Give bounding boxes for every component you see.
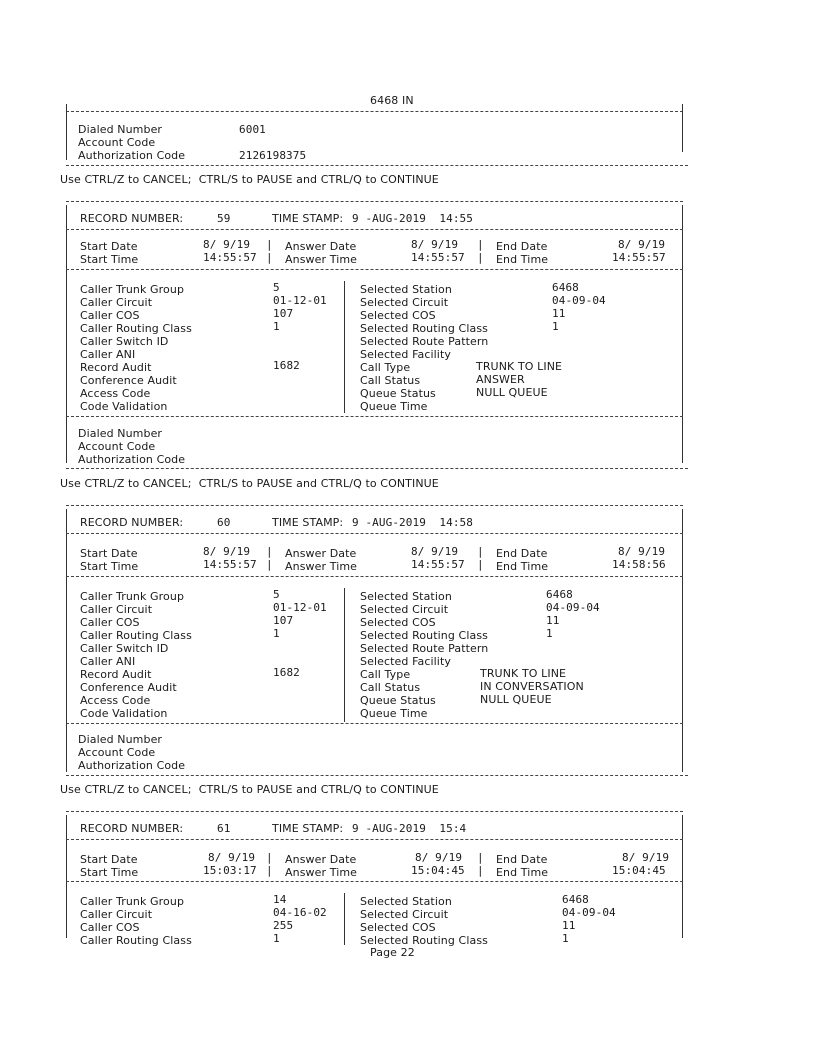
selected-route-pattern-label: Selected Route Pattern [360, 642, 489, 655]
authorization-code-label: Authorization Code [78, 759, 186, 772]
call-type-label: Call Type [360, 361, 411, 374]
start-date-value: 8/ 9/19 [203, 238, 251, 251]
selected-routing-class-label: Selected Routing Class [360, 322, 488, 335]
selected-station-value: 6468 [546, 588, 573, 601]
selected-facility-label: Selected Facility [360, 655, 451, 668]
left-border [66, 205, 67, 463]
right-border [682, 509, 683, 772]
selected-station-value: 6468 [552, 281, 579, 294]
caller-cos-value: 107 [273, 614, 294, 627]
end-date-value: 8/ 9/19 [618, 545, 666, 558]
dialed-number-value: 6001 [239, 123, 266, 136]
record-audit-label: Record Audit [80, 361, 152, 374]
selected-routing-class-value: 1 [552, 320, 559, 333]
selected-cos-value: 11 [552, 307, 566, 320]
authorization-code-value: 2126198375 [239, 149, 307, 162]
selected-station-label: Selected Station [360, 895, 452, 908]
divider [66, 881, 683, 882]
selected-circuit-label: Selected Circuit [360, 603, 449, 616]
control-prompt: Use CTRL/Z to CANCEL; CTRL/S to PAUSE and CTRL/Q to CONTINUE [60, 477, 439, 490]
column-divider [344, 893, 345, 945]
caller-circuit-value: 01-12-01 [273, 294, 327, 307]
call-status-label: Call Status [360, 374, 421, 387]
end-time-label: End Time [496, 866, 549, 879]
selected-cos-label: Selected COS [360, 309, 436, 322]
caller-ani-label: Caller ANI [80, 655, 136, 668]
account-code-label: Account Code [78, 136, 156, 149]
selected-routing-class-value: 1 [562, 932, 569, 945]
selected-routing-class-label: Selected Routing Class [360, 629, 488, 642]
caller-trunk-group-value: 14 [273, 893, 287, 906]
time-stamp-label: TIME STAMP: [272, 516, 344, 529]
selected-station-label: Selected Station [360, 283, 452, 296]
answer-date-label: Answer Date [285, 853, 357, 866]
column-separator: | [266, 558, 273, 571]
column-separator: | [477, 545, 484, 558]
record-number-label: RECORD NUMBER: [80, 822, 184, 835]
queue-status-value: NULL QUEUE [480, 693, 552, 706]
call-type-value: TRUNK TO LINE [476, 360, 563, 373]
caller-trunk-group-label: Caller Trunk Group [80, 590, 185, 603]
left-border [66, 509, 67, 772]
call-status-value: IN CONVERSATION [480, 680, 584, 693]
divider [66, 416, 683, 417]
end-time-value: 14:58:56 [612, 558, 666, 571]
answer-time-value: 15:04:45 [411, 864, 465, 877]
right-border [682, 104, 683, 152]
right-border [682, 815, 683, 938]
call-status-label: Call Status [360, 681, 421, 694]
answer-time-label: Answer Time [285, 253, 358, 266]
caller-routing-class-value: 1 [273, 932, 280, 945]
dialed-number-label: Dialed Number [78, 733, 163, 746]
record-number-label: RECORD NUMBER: [80, 212, 184, 225]
time-stamp-value: 9 -AUG-2019 14:55 [352, 212, 474, 225]
caller-cos-value: 255 [273, 919, 294, 932]
divider [66, 201, 683, 202]
answer-date-value: 8/ 9/19 [411, 545, 459, 558]
start-time-value: 15:03:17 [203, 864, 257, 877]
start-date-label: Start Date [80, 853, 138, 866]
end-date-label: End Date [496, 547, 548, 560]
end-time-value: 14:55:57 [612, 251, 666, 264]
start-date-value: 8/ 9/19 [208, 851, 256, 864]
column-separator: | [477, 851, 484, 864]
divider [66, 775, 688, 776]
divider [66, 576, 683, 577]
start-date-label: Start Date [80, 547, 138, 560]
start-time-value: 14:55:57 [203, 558, 257, 571]
caller-trunk-group-value: 5 [273, 281, 280, 294]
authorization-code-label: Authorization Code [78, 453, 186, 466]
answer-date-value: 8/ 9/19 [411, 238, 459, 251]
queue-status-value: NULL QUEUE [476, 386, 548, 399]
caller-routing-class-value: 1 [273, 320, 280, 333]
answer-date-label: Answer Date [285, 547, 357, 560]
caller-trunk-group-label: Caller Trunk Group [80, 283, 185, 296]
divider [66, 811, 683, 812]
selected-circuit-value: 04-09-04 [552, 294, 606, 307]
caller-circuit-label: Caller Circuit [80, 908, 153, 921]
end-time-label: End Time [496, 253, 549, 266]
caller-trunk-group-value: 5 [273, 588, 280, 601]
left-border [66, 104, 67, 160]
end-date-label: End Date [496, 853, 548, 866]
selected-cos-value: 11 [546, 614, 560, 627]
selected-routing-class-label: Selected Routing Class [360, 934, 488, 947]
caller-circuit-value: 04-16-02 [273, 906, 327, 919]
page-header-title: 6468 IN [370, 94, 414, 107]
caller-cos-label: Caller COS [80, 309, 140, 322]
answer-time-value: 14:55:57 [411, 558, 465, 571]
queue-time-label: Queue Time [360, 707, 428, 720]
selected-circuit-label: Selected Circuit [360, 908, 449, 921]
divider [66, 723, 683, 724]
access-code-label: Access Code [80, 694, 151, 707]
selected-circuit-label: Selected Circuit [360, 296, 449, 309]
call-type-value: TRUNK TO LINE [480, 667, 567, 680]
caller-ani-label: Caller ANI [80, 348, 136, 361]
dialed-number-label: Dialed Number [78, 123, 163, 136]
authorization-code-label: Authorization Code [78, 149, 186, 162]
column-separator: | [266, 238, 273, 251]
account-code-label: Account Code [78, 440, 156, 453]
caller-cos-value: 107 [273, 307, 294, 320]
start-date-label: Start Date [80, 240, 138, 253]
record-number-value: 60 [217, 516, 231, 529]
time-stamp-value: 9 -AUG-2019 14:58 [352, 516, 474, 529]
access-code-label: Access Code [80, 387, 151, 400]
selected-cos-label: Selected COS [360, 921, 436, 934]
column-separator: | [477, 251, 484, 264]
caller-cos-label: Caller COS [80, 616, 140, 629]
divider [66, 269, 683, 270]
column-separator: | [477, 558, 484, 571]
end-date-label: End Date [496, 240, 548, 253]
time-stamp-value: 9 -AUG-2019 15:4 [352, 822, 467, 835]
column-separator: | [266, 545, 273, 558]
selected-station-value: 6468 [562, 893, 589, 906]
control-prompt: Use CTRL/Z to CANCEL; CTRL/S to PAUSE and CTRL/Q to CONTINUE [60, 173, 439, 186]
start-time-label: Start Time [80, 560, 139, 573]
column-separator: | [477, 238, 484, 251]
divider [66, 468, 688, 469]
conference-audit-label: Conference Audit [80, 681, 177, 694]
end-date-value: 8/ 9/19 [618, 238, 666, 251]
queue-status-label: Queue Status [360, 387, 436, 400]
caller-routing-class-label: Caller Routing Class [80, 322, 192, 335]
caller-routing-class-label: Caller Routing Class [80, 934, 192, 947]
selected-routing-class-value: 1 [546, 627, 553, 640]
column-separator: | [266, 251, 273, 264]
column-divider [344, 588, 345, 722]
selected-facility-label: Selected Facility [360, 348, 451, 361]
column-separator: | [266, 851, 273, 864]
queue-status-label: Queue Status [360, 694, 436, 707]
selected-station-label: Selected Station [360, 590, 452, 603]
answer-time-label: Answer Time [285, 560, 358, 573]
caller-circuit-value: 01-12-01 [273, 601, 327, 614]
caller-routing-class-value: 1 [273, 627, 280, 640]
code-validation-label: Code Validation [80, 707, 168, 720]
divider [66, 533, 683, 534]
divider [66, 111, 683, 112]
caller-circuit-label: Caller Circuit [80, 296, 153, 309]
record-audit-value: 1682 [273, 359, 300, 372]
answer-time-value: 14:55:57 [411, 251, 465, 264]
answer-date-value: 8/ 9/19 [415, 851, 463, 864]
time-stamp-label: TIME STAMP: [272, 822, 344, 835]
divider [66, 839, 683, 840]
caller-trunk-group-label: Caller Trunk Group [80, 895, 185, 908]
record-number-label: RECORD NUMBER: [80, 516, 184, 529]
code-validation-label: Code Validation [80, 400, 168, 413]
start-time-label: Start Time [80, 253, 139, 266]
call-status-value: ANSWER [476, 373, 525, 386]
column-divider [344, 281, 345, 413]
account-code-label: Account Code [78, 746, 156, 759]
end-time-value: 15:04:45 [612, 864, 666, 877]
selected-cos-label: Selected COS [360, 616, 436, 629]
start-time-label: Start Time [80, 866, 139, 879]
record-audit-value: 1682 [273, 666, 300, 679]
selected-route-pattern-label: Selected Route Pattern [360, 335, 489, 348]
divider [66, 165, 688, 166]
left-border [66, 815, 67, 938]
column-separator: | [266, 864, 273, 877]
end-time-label: End Time [496, 560, 549, 573]
control-prompt: Use CTRL/Z to CANCEL; CTRL/S to PAUSE and CTRL/Q to CONTINUE [60, 783, 439, 796]
conference-audit-label: Conference Audit [80, 374, 177, 387]
selected-cos-value: 11 [562, 919, 576, 932]
selected-circuit-value: 04-09-04 [546, 601, 600, 614]
answer-time-label: Answer Time [285, 866, 358, 879]
dialed-number-label: Dialed Number [78, 427, 163, 440]
record-number-value: 59 [217, 212, 231, 225]
queue-time-label: Queue Time [360, 400, 428, 413]
call-type-label: Call Type [360, 668, 411, 681]
divider [66, 505, 683, 506]
selected-circuit-value: 04-09-04 [562, 906, 616, 919]
end-date-value: 8/ 9/19 [622, 851, 670, 864]
caller-circuit-label: Caller Circuit [80, 603, 153, 616]
right-border [682, 205, 683, 463]
page-number: Page 22 [370, 946, 415, 959]
start-time-value: 14:55:57 [203, 251, 257, 264]
record-number-value: 61 [217, 822, 231, 835]
caller-switch-id-label: Caller Switch ID [80, 335, 169, 348]
column-separator: | [477, 864, 484, 877]
caller-cos-label: Caller COS [80, 921, 140, 934]
record-audit-label: Record Audit [80, 668, 152, 681]
start-date-value: 8/ 9/19 [203, 545, 251, 558]
caller-routing-class-label: Caller Routing Class [80, 629, 192, 642]
caller-switch-id-label: Caller Switch ID [80, 642, 169, 655]
divider [66, 229, 683, 230]
time-stamp-label: TIME STAMP: [272, 212, 344, 225]
answer-date-label: Answer Date [285, 240, 357, 253]
